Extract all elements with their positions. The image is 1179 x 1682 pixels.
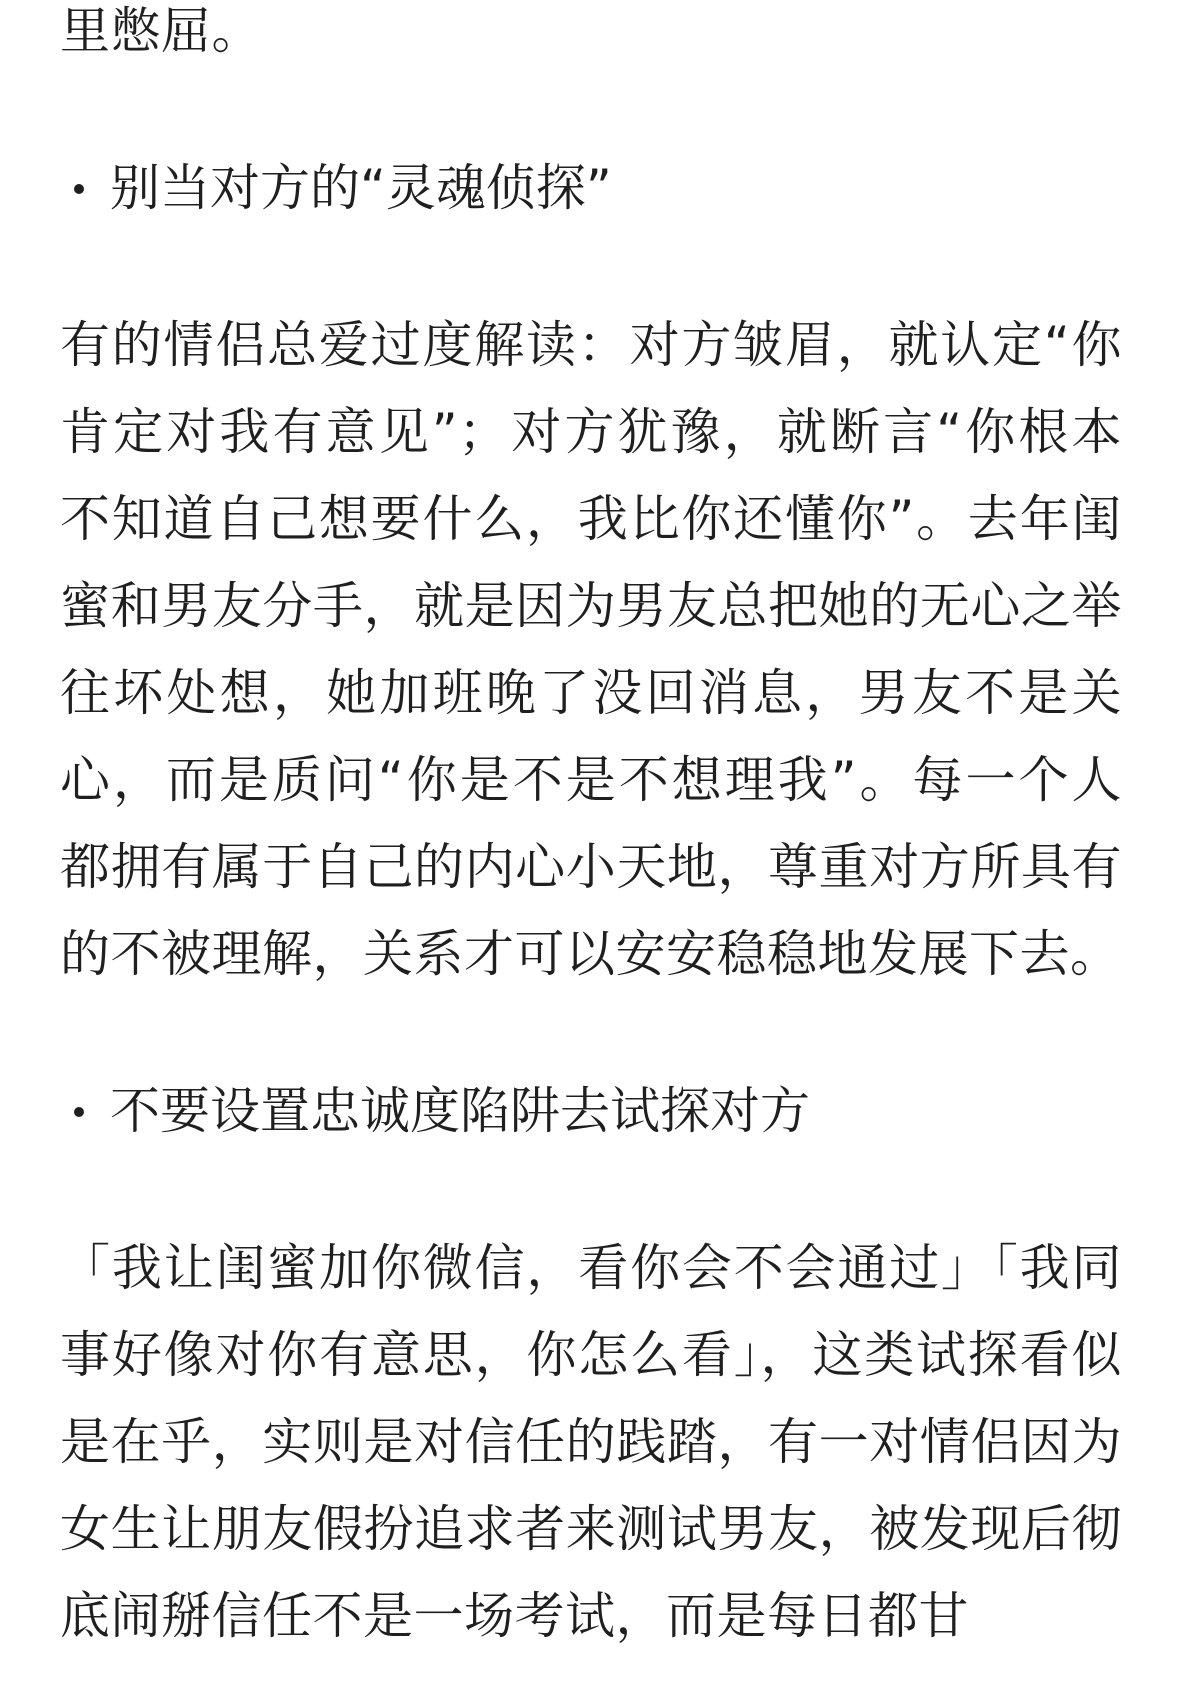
spacer <box>60 232 1122 302</box>
paragraph-over-interpretation: 有的情侣总爱过度解读：对方皱眉，就认定“你肯定对我有意见”；对方犹豫，就断言“你根本不知道自己想要什么，我比你还懂你”。去年闺蜜和男友分手，就是因为男友总把她的无心之举往坏处想，她加班晚了没回消息，男友不是关心，而是质问“你是不是不想理我”。每一个人都拥有属于自己的内心小天地，尊重对方所具有的不被理解，关系才可以安安稳稳地发展下去。 <box>60 316 1122 983</box>
bullet-heading-soul-detective <box>60 145 1122 232</box>
bullet-heading-text: 不要设置忠诚度陷阱去试探对方 <box>110 1082 810 1140</box>
bullet-heading-loyalty-trap <box>60 1068 1122 1155</box>
spacer <box>60 75 1122 145</box>
spacer <box>60 998 1122 1068</box>
paragraph-tail: 里憋屈。 <box>60 2 262 60</box>
spacer <box>60 1155 1122 1225</box>
bullet-dot-icon <box>74 184 84 194</box>
paragraph-loyalty-test: 「我让闺蜜加你微信，看你会不会通过」「我同事好像对你有意思，你怎么看」，这类试探看似是在乎，实则是对信任的践踏，有一对情侣因为女生让朋友假扮追求者来测试男友，被发现后彻底闹掰信任不是一场考试，而是每日都甘 <box>60 1239 1122 1645</box>
article-body <box>60 0 1122 1660</box>
bullet-dot-icon <box>74 1107 84 1117</box>
bullet-heading-text: 别当对方的“灵魂侦探” <box>110 159 612 217</box>
